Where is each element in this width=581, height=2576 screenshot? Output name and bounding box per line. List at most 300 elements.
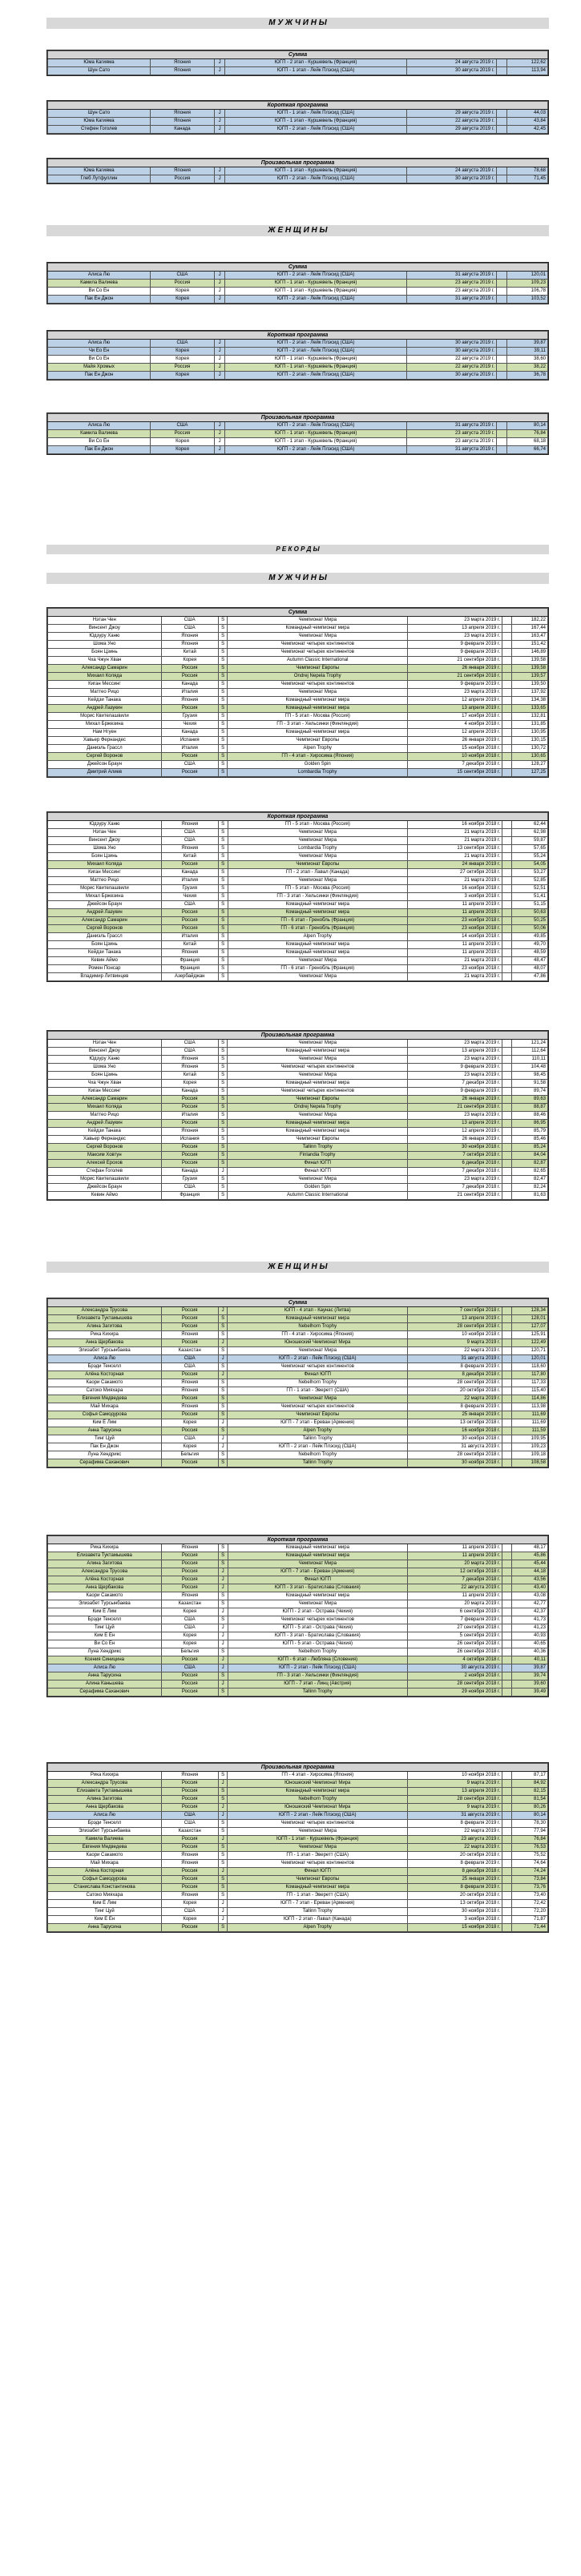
date: 8 февраля 2019 г. (407, 1820, 502, 1828)
table-row (48, 1192, 548, 1200)
level: J (218, 1443, 228, 1451)
table-row (48, 917, 548, 925)
skater-name: Ким Ё Лим (48, 1900, 162, 1908)
score: 43,84 (507, 118, 548, 126)
gap-cell (502, 1152, 512, 1160)
level: S (218, 1828, 228, 1836)
table-row (48, 1656, 548, 1664)
level: S (218, 909, 228, 917)
date: 26 января 2019 г. (407, 1096, 502, 1104)
date: 24 августа 2019 г. (406, 167, 496, 175)
level: S (218, 1136, 228, 1144)
date: 9 марта 2019 г. (407, 1339, 502, 1347)
gap-cell (502, 1772, 512, 1780)
date: 25 января 2019 г. (407, 1411, 502, 1419)
date: 15 ноября 2018 г. (407, 1924, 502, 1932)
score: 98,45 (511, 1072, 547, 1080)
score: 127,07 (511, 1323, 547, 1331)
level: S (218, 1772, 228, 1780)
table-row (48, 1048, 548, 1056)
country: Япония (161, 1387, 218, 1395)
gap-cell (502, 1656, 512, 1664)
gap-cell (502, 1680, 512, 1688)
skater-name: Алиса Лю (48, 1812, 162, 1820)
competition: Tallinn Trophy (228, 1908, 408, 1916)
date: 23 августа 2019 г. (406, 438, 496, 446)
table-row (48, 1640, 548, 1648)
skater-name: Анна Щербакова (48, 1804, 162, 1812)
country: Италия (161, 877, 218, 885)
date: 4 ноября 2018 г. (407, 721, 502, 729)
country: Канада (150, 126, 214, 134)
table-row (48, 1812, 548, 1820)
level: S (218, 1403, 228, 1411)
table-row (48, 1451, 548, 1459)
competition: Чемпионат Европы (228, 1876, 408, 1884)
level: S (218, 1387, 228, 1395)
gap-cell (502, 1916, 512, 1924)
competition: Чемпионат Мира (228, 689, 408, 697)
score: 139,58 (511, 657, 547, 665)
score: 73,84 (511, 1876, 547, 1884)
country: Италия (161, 1112, 218, 1120)
country: Канада (161, 681, 218, 689)
date: 23 марта 2019 г. (407, 1040, 502, 1048)
level: S (218, 829, 228, 837)
level: S (218, 869, 228, 877)
score: 42,45 (507, 126, 548, 134)
table-row (48, 901, 548, 909)
level: S (218, 1648, 228, 1656)
country: Казахстан (161, 1828, 218, 1836)
gap-cell (502, 1048, 512, 1056)
gap-cell (496, 59, 506, 67)
score: 54,05 (511, 861, 547, 869)
country: Россия (161, 1884, 218, 1892)
score: 106,78 (507, 288, 548, 296)
score: 40,65 (511, 1640, 547, 1648)
country: Россия (161, 753, 218, 761)
skater-name: Брэди Тенселл (48, 1616, 162, 1624)
skater-name: Александр Самарин (48, 1096, 162, 1104)
date: 13 апреля 2019 г. (407, 1315, 502, 1323)
date: 22 августа 2019 г. (406, 356, 496, 364)
score: 81,54 (511, 1796, 547, 1804)
results-table (46, 100, 549, 135)
level: S (218, 1860, 228, 1868)
country: Россия (161, 909, 218, 917)
country: Корея (150, 296, 214, 304)
gap-cell (502, 1387, 512, 1395)
country: Россия (161, 1796, 218, 1804)
country: Россия (161, 1323, 218, 1331)
level: S (218, 729, 228, 737)
table-title: Короткая программа (48, 813, 548, 821)
gap-cell (502, 885, 512, 893)
skater-name: Кейдзи Танака (48, 1128, 162, 1136)
competition: Golden Spin (228, 761, 408, 769)
gap-cell (502, 853, 512, 861)
table-row (48, 1176, 548, 1184)
table-row (48, 893, 548, 901)
gap-cell (502, 1347, 512, 1355)
country: Япония (161, 1860, 218, 1868)
competition: Lombardia Trophy (228, 769, 408, 777)
skater-name: Юма Кагияма (48, 59, 151, 67)
country: Япония (161, 1772, 218, 1780)
level: J (214, 167, 224, 175)
competition: ЮГП - 2 этап - Лавал (Канада) (228, 1916, 408, 1924)
gap-cell (502, 1820, 512, 1828)
competition: Alpen Trophy (228, 1427, 408, 1435)
score: 130,72 (511, 745, 547, 753)
table-row (48, 1820, 548, 1828)
skater-name: Ким Е Ён (48, 1632, 162, 1640)
date: 13 апреля 2019 г. (407, 625, 502, 633)
competition: ГП - 5 этап - Москва (Россия) (228, 885, 408, 893)
country: Россия (161, 1680, 218, 1688)
country: Канада (161, 1088, 218, 1096)
level: S (218, 625, 228, 633)
level: J (218, 1916, 228, 1924)
gap-cell (502, 925, 512, 933)
competition: Golden Spin (228, 1184, 408, 1192)
gap-cell (502, 1112, 512, 1120)
score: 109,18 (511, 1451, 547, 1459)
country: Япония (150, 59, 214, 67)
score: 80,26 (511, 1804, 547, 1812)
competition: Nebelhorn Trophy (228, 1379, 408, 1387)
table-row (48, 167, 548, 175)
competition: Чемпионат Мира (228, 633, 408, 641)
competition: Чемпионат Мира (228, 877, 408, 885)
table-row (48, 422, 548, 430)
country: США (161, 761, 218, 769)
competition: Командный чемпионат мира (228, 1592, 408, 1600)
country: Корея (150, 446, 214, 454)
date: 31 августа 2019 г. (407, 1443, 502, 1451)
competition: ЮГП - 6 этап - Любляна (Словения) (228, 1656, 408, 1664)
competition: Юношеский Чемпионат Мира (228, 1780, 408, 1788)
skater-name: Джейсон Браун (48, 901, 162, 909)
score: 74,24 (511, 1868, 547, 1876)
gap-cell (496, 356, 506, 364)
competition: ГП - 4 этап - Хиросима (Япония) (228, 753, 408, 761)
skater-name: Евгения Медведева (48, 1395, 162, 1403)
competition: Финал ЮГП (228, 1371, 408, 1379)
score: 84,92 (511, 1780, 547, 1788)
score: 112,64 (511, 1048, 547, 1056)
country: Россия (161, 769, 218, 777)
gap-cell (502, 1395, 512, 1403)
score: 120,01 (507, 272, 548, 280)
level: J (214, 372, 224, 380)
level: S (218, 641, 228, 649)
score: 82,24 (511, 1184, 547, 1192)
score: 133,65 (511, 705, 547, 713)
skater-name: Сатоко Мияхара (48, 1892, 162, 1900)
country: Россия (161, 1804, 218, 1812)
level: J (214, 438, 224, 446)
gap-cell (502, 1040, 512, 1048)
table-row (48, 59, 548, 67)
score: 45,44 (511, 1560, 547, 1568)
gap-cell (502, 1371, 512, 1379)
competition: ЮГП - 1 этап - Лейк Плэсид (США) (225, 110, 407, 118)
level: S (218, 1451, 228, 1459)
country: США (161, 1048, 218, 1056)
skater-name: Алексей Ерохов (48, 1160, 162, 1168)
level: J (214, 280, 224, 288)
table-row (48, 1120, 548, 1128)
level: S (218, 753, 228, 761)
level: J (214, 110, 224, 118)
skater-name: Ви Со Ён (48, 438, 151, 446)
level: S (218, 1616, 228, 1624)
score: 76,84 (511, 1836, 547, 1844)
score: 41,73 (511, 1616, 547, 1624)
competition: ЮГП - 3 этап - Братислава (Словакия) (228, 1632, 408, 1640)
score: 113,98 (511, 1403, 547, 1411)
country: США (161, 617, 218, 625)
competition: Nebelhorn Trophy (228, 1451, 408, 1459)
score: 130,95 (511, 729, 547, 737)
gap-cell (502, 1072, 512, 1080)
country: Россия (161, 1576, 218, 1584)
skater-name: Ким Е Ён (48, 1916, 162, 1924)
level: J (218, 1680, 228, 1688)
competition: Чемпионат четырех континентов (228, 1616, 408, 1624)
gap-cell (496, 288, 506, 296)
country: Россия (161, 1924, 218, 1932)
date: 8 февраля 2019 г. (407, 1860, 502, 1868)
level: J (218, 1632, 228, 1640)
table-row (48, 340, 548, 348)
table-row (48, 1112, 548, 1120)
skater-name: Хавьер Фернандес (48, 1136, 162, 1144)
gap-cell (496, 430, 506, 438)
level: J (214, 348, 224, 356)
skater-name: Морис Квителашвили (48, 885, 162, 893)
competition: Чемпионат Мира (228, 853, 408, 861)
table-row (48, 665, 548, 673)
gap-cell (496, 175, 506, 183)
competition: ЮГП - 1 этап - Куршевель (Франция) (225, 430, 407, 438)
competition: ЮГП - 2 этап - Лейк Плэсид (США) (225, 296, 407, 304)
country: Япония (161, 633, 218, 641)
score: 86,95 (511, 1120, 547, 1128)
gap-cell (502, 753, 512, 761)
competition: ЮГП - 1 этап - Куршевель (Франция) (225, 167, 407, 175)
country: Россия (161, 1371, 218, 1379)
competition: ЮГП - 7 этап - Линц (Австрия) (228, 1680, 408, 1688)
competition: ЮГП - 2 этап - Лейк Плэсид (США) (228, 1355, 408, 1363)
table-row (48, 1088, 548, 1096)
skater-name: Пак Ён Джон (48, 296, 151, 304)
country: Япония (161, 641, 218, 649)
competition: ЮГП - 7 этап - Ереван (Армения) (228, 1900, 408, 1908)
date: 29 ноября 2018 г. (408, 1688, 502, 1697)
score: 91,58 (511, 1080, 547, 1088)
date: 17 ноября 2018 г. (407, 713, 502, 721)
skater-name: Морис Квителашвили (48, 1176, 162, 1184)
country: Казахстан (161, 1600, 218, 1608)
table-row (48, 1788, 548, 1796)
competition: ЮГП - 1 этап - Куршевель (Франция) (225, 118, 407, 126)
score: 72,20 (511, 1908, 547, 1916)
country: Япония (161, 1852, 218, 1860)
competition: ЮГП - 2 этап - Лейк Плэсид (США) (225, 446, 407, 454)
gap-cell (496, 110, 506, 118)
competition: Чемпионат Мира (228, 973, 408, 981)
gap-cell (502, 625, 512, 633)
level: S (218, 957, 228, 965)
gap-cell (502, 1331, 512, 1339)
level: S (218, 877, 228, 885)
level: J (218, 1812, 228, 1820)
level: S (218, 769, 228, 777)
skater-name: Михал Бржезина (48, 893, 162, 901)
level: S (218, 1796, 228, 1804)
skater-name: Каори Сакамото (48, 1592, 162, 1600)
table-row (48, 861, 548, 869)
skater-name: Винсент Джоу (48, 837, 162, 845)
date: 23 ноября 2018 г. (408, 917, 502, 925)
table-row (48, 1664, 548, 1672)
date: 7 февраля 2019 г. (408, 1616, 502, 1624)
skater-name: Максим Ховтун (48, 1152, 162, 1160)
date: 21 марта 2019 г. (408, 877, 502, 885)
score: 109,95 (511, 1435, 547, 1443)
results-table (46, 607, 549, 778)
country: Россия (161, 673, 218, 681)
country: США (161, 1812, 218, 1820)
level: S (218, 933, 228, 941)
table-row (48, 973, 548, 981)
score: 121,24 (511, 1040, 547, 1048)
competition: Чемпионат Европы (228, 737, 408, 745)
table-row (48, 641, 548, 649)
competition: Autumn Classic International (228, 1192, 408, 1200)
country: Россия (161, 1307, 218, 1315)
gap-cell (502, 1884, 512, 1892)
gap-cell (502, 1852, 512, 1860)
score: 111,69 (511, 1419, 547, 1427)
level: S (218, 941, 228, 949)
level: J (214, 356, 224, 364)
level: J (218, 1584, 228, 1592)
table-row (48, 1104, 548, 1112)
level: S (218, 1672, 228, 1680)
country: Россия (161, 1780, 218, 1788)
score: 109,23 (507, 280, 548, 288)
date: 21 сентября 2018 г. (407, 1192, 502, 1200)
country: Россия (161, 1568, 218, 1576)
score: 139,50 (511, 681, 547, 689)
level: S (218, 1820, 228, 1828)
competition: Tallinn Trophy (228, 1688, 408, 1697)
results-table (46, 1298, 549, 1468)
level: S (218, 1395, 228, 1403)
date: 26 сентября 2018 г. (408, 1640, 502, 1648)
level: S (218, 917, 228, 925)
skater-name: Юдзуру Ханю (48, 1056, 162, 1064)
level: J (218, 1908, 228, 1916)
score: 51,15 (511, 901, 547, 909)
level: J (218, 1576, 228, 1584)
skater-name: Пак Ён Джон (48, 1443, 162, 1451)
skater-name: Алиса Лю (48, 1664, 162, 1672)
skater-name: Елизавета Туктамышева (48, 1552, 162, 1560)
date: 12 апреля 2019 г. (407, 729, 502, 737)
skater-name: Кейдзи Танака (48, 697, 162, 705)
date: 12 апреля 2019 г. (407, 1128, 502, 1136)
level: S (218, 721, 228, 729)
date: 16 ноября 2018 г. (408, 821, 502, 829)
date: 11 апреля 2019 г. (408, 901, 502, 909)
country: Чехия (161, 893, 218, 901)
level: S (218, 1064, 228, 1072)
score: 132,81 (511, 713, 547, 721)
score: 120,71 (511, 1347, 547, 1355)
skater-name: Нэтан Чен (48, 1040, 162, 1048)
skater-name: Анна Тарусина (48, 1427, 162, 1435)
table-row (48, 1144, 548, 1152)
country: Канада (161, 1168, 218, 1176)
gap-cell (502, 1403, 512, 1411)
gap-cell (502, 821, 512, 829)
date: 7 декабря 2018 г. (407, 761, 502, 769)
level: S (218, 1876, 228, 1884)
competition: Юношеский Чемпионат Мира (228, 1804, 408, 1812)
gap-cell (502, 1435, 512, 1443)
level: J (214, 126, 224, 134)
skater-name: Елизавета Туктамышева (48, 1788, 162, 1796)
table-row (48, 1876, 548, 1884)
score: 139,58 (511, 665, 547, 673)
skater-name: Майя Хромых (48, 364, 151, 372)
date: 9 февраля 2019 г. (407, 1088, 502, 1096)
competition: Alpen Trophy (228, 1924, 408, 1932)
competition: Чемпионат четырех континентов (228, 1363, 408, 1371)
country: Китай (161, 853, 218, 861)
gap-cell (502, 1323, 512, 1331)
country: Россия (161, 1144, 218, 1152)
country: Россия (161, 1315, 218, 1323)
country: Япония (161, 821, 218, 829)
date: 8 февраля 2019 г. (407, 1403, 502, 1411)
competition: ГП - 3 этап - Хельсинки (Финляндия) (228, 721, 408, 729)
level: S (218, 657, 228, 665)
skater-name: Элизабет Турсынбаева (48, 1347, 162, 1355)
level: S (218, 1331, 228, 1339)
skater-name: Тинг Цуй (48, 1624, 162, 1632)
level: S (218, 1788, 228, 1796)
table-row (48, 1680, 548, 1688)
country: Россия (161, 1788, 218, 1796)
table-row (48, 1403, 548, 1411)
level: J (214, 296, 224, 304)
date: 30 ноября 2018 г. (407, 1459, 502, 1467)
skater-name: Алина Каньшева (48, 1680, 162, 1688)
gap-cell (496, 296, 506, 304)
table-row (48, 364, 548, 372)
date: 23 августа 2019 г. (406, 288, 496, 296)
score: 127,25 (511, 769, 547, 777)
score: 39,87 (511, 1664, 547, 1672)
gap-cell (496, 280, 506, 288)
level: J (218, 1640, 228, 1648)
